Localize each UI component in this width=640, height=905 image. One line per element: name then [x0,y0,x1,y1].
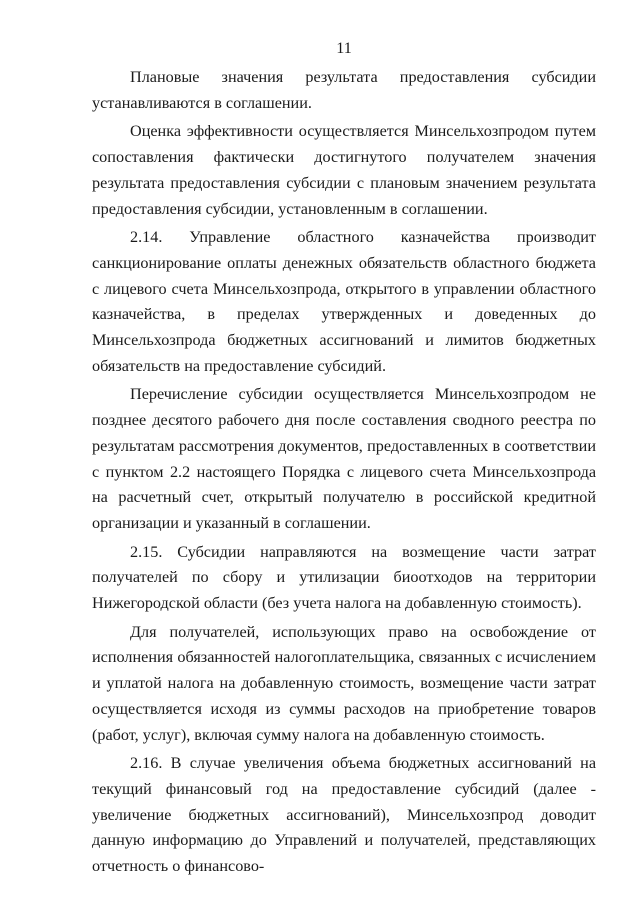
paragraph-subsidy-transfer: Перечисление субсидии осуществляется Минсельхозпродом не позднее десятого рабочего дня после составления сводного реестра по результатам рассмотрения документов, предоставленных в соответствии с пунктом 2.2 настоящего Порядка с лицевого счета Минсельхозпрода на расчетный счет, открытый получателю в российской кредитной организации и указанный в соглашении. [92,385,596,532]
paragraph-2-14: 2.14. Управление областного казначейства производит санкционирование оплаты денежных обязательств областного бюджета с лицевого счета Минсельхозпрода, открытого в управлении областного казначейства, в пределах утвержденных и доведенных до Минсельхозпрода бюджетных ассигнований и лимитов бюджетных обязательств на предоставление субсидий. [92,228,596,375]
paragraph-efficiency-assessment: Оценка эффективности осуществляется Минсельхозпродом путем сопоставления фактически достигнутого получателем значения результата предоставления субсидии с плановым значением результата предоставления субсидии, установленным в соглашении. [92,122,596,218]
paragraph-2-15: 2.15. Субсидии направляются на возмещение части затрат получателей по сбору и утилизации биоотходов на территории Нижегородской области (без учета налога на добавленную стоимость). [92,542,596,613]
paragraph-plan-values: Плановые значения результата предоставления субсидии устанавливаются в соглашении. [92,68,596,112]
page-number: 11 [336,39,352,57]
paragraph-2-16: 2.16. В случае увеличения объема бюджетных ассигнований на текущий финансовый год на предоставление субсидий (далее - увеличение бюджетных ассигнований), Минсельхозпрод доводит данную информацию до Управлений и получателей, представляющих отчетность о финансово- [92,754,596,876]
paragraph-vat-exemption: Для получателей, использующих право на освобождение от исполнения обязанностей налогоплательщика, связанных с исчислением и уплатой налога на добавленную стоимость, возмещение части затрат осуществляется исходя из суммы расходов на приобретение товаров (работ, услуг), включая сумму налога на добавленную стоимость. [92,622,596,744]
document-body [92,65,596,880]
